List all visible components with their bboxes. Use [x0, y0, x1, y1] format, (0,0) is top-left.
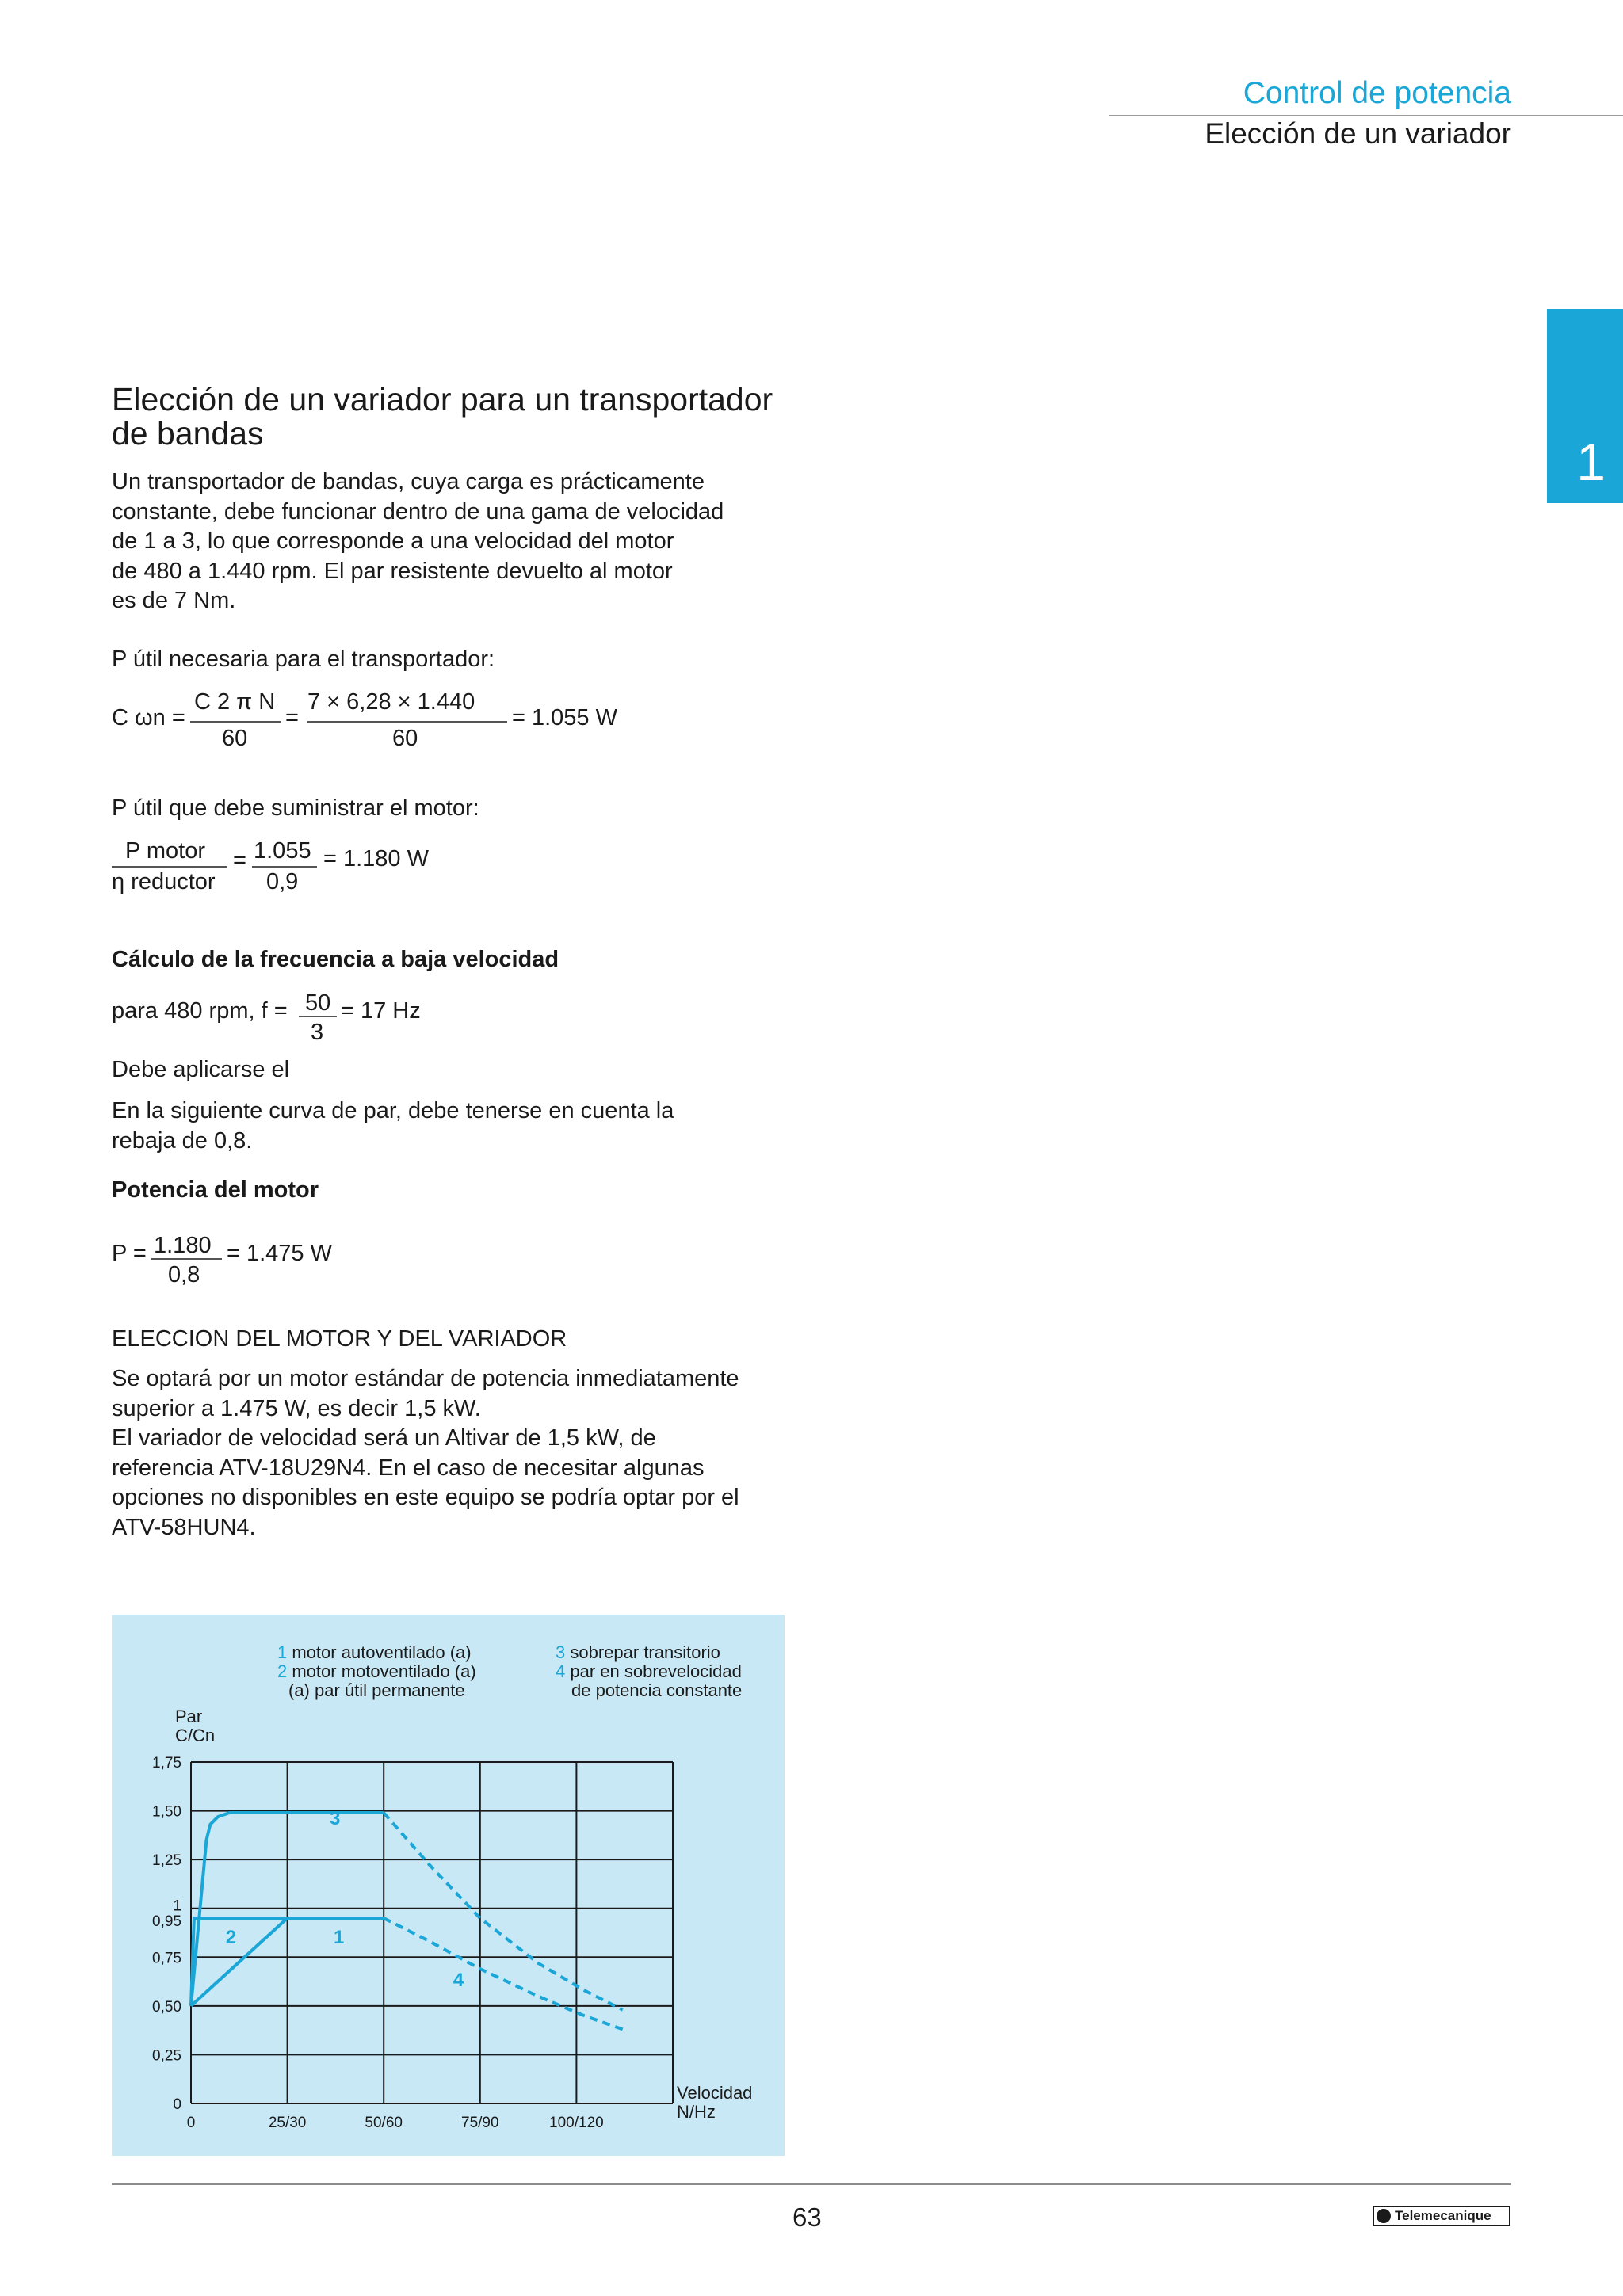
debe-aplicarse: Debe aplicarse el — [112, 1057, 290, 1082]
eq2-frac2-line — [252, 866, 317, 868]
eq1-frac1-line — [190, 721, 281, 723]
eq1-frac2-line — [307, 721, 507, 723]
y-tick-label: 0 — [173, 2096, 181, 2113]
legend-item-text: de potencia constante — [571, 1680, 743, 1700]
eq4-lhs: P = — [112, 1241, 147, 1266]
legend-item-text: motor autoventilado (a) — [292, 1642, 472, 1662]
y-tick-label: 0,50 — [152, 1998, 181, 2016]
eq1-frac2-num: 7 × 6,28 × 1.440 — [307, 689, 475, 715]
legend-item-text: sobrepar transitorio — [570, 1642, 720, 1662]
page-number: 63 — [792, 2203, 822, 2232]
eq4-result: = 1.475 W — [227, 1241, 332, 1266]
logo-mark-icon — [1377, 2209, 1391, 2223]
legend-item-text: motor motoventilado (a) — [292, 1661, 476, 1681]
curve-label-1: 1 — [333, 1927, 345, 1949]
y-tick-label: 0,95 — [152, 1913, 181, 1931]
curva-paragraph: En la siguiente curva de par, debe tenerse en cuenta la rebaja de 0,8. — [112, 1098, 674, 1154]
footer-divider — [112, 2183, 1511, 2185]
curve-label-2: 2 — [225, 1927, 237, 1949]
eq3-num: 50 — [305, 990, 331, 1016]
x-tick-label: 25/30 — [268, 2115, 307, 2131]
eq2-frac2-den: 0,9 — [266, 869, 299, 894]
x-tick-label: 50/60 — [365, 2115, 403, 2131]
chart-plot — [112, 1615, 785, 2156]
y-tick-label: 1,25 — [152, 1852, 181, 1870]
p-util-transportador: P útil necesaria para el transportador: — [112, 646, 495, 672]
eq3-den: 3 — [311, 1020, 324, 1045]
y-tick-label: 0,75 — [152, 1950, 181, 1967]
eq1-frac2-den: 60 — [392, 726, 418, 751]
eq3-line — [299, 1016, 337, 1017]
x-axis-label-line: Velocidad — [677, 2083, 753, 2103]
legend-item-text: (a) par útil permanente — [288, 1680, 465, 1700]
eq1-lhs: C ωn = — [112, 705, 185, 730]
x-tick-label: 75/90 — [461, 2115, 499, 2131]
eq1-frac1-num: C 2 π N — [194, 689, 276, 715]
header-divider — [1109, 115, 1623, 116]
intro-paragraph: Un transportador de bandas, cuya carga es prácticamente constante, debe funcionar dentro de una gama de velocidad de 1 a 3, lo que corresponde a una velocidad del motor de 480 a 1.440 rpm. El par resistente devuelto al motor es de 7 Nm. — [112, 469, 724, 613]
legend-item-text: par en sobrevelocidad — [570, 1661, 742, 1681]
legend-item-number: 1 — [277, 1642, 288, 1662]
y-tick-label: 1,50 — [152, 1803, 181, 1821]
p-util-motor: P útil que debe suministrar el motor: — [112, 795, 479, 821]
x-tick-label: 100/120 — [549, 2115, 604, 2131]
eq2-equals: = — [233, 848, 246, 873]
telemecanique-logo — [1373, 2206, 1510, 2226]
eq1-result: = 1.055 W — [512, 705, 617, 730]
eq3-result: = 17 Hz — [341, 998, 421, 1024]
eq2-frac1-num: P motor — [125, 838, 206, 864]
eq2-result: = 1.180 W — [323, 846, 429, 871]
curve-label-3: 3 — [330, 1807, 341, 1829]
eq4-line — [151, 1258, 222, 1260]
eq2-frac2-num: 1.055 — [254, 838, 311, 864]
eleccion-heading: ELECCION DEL MOTOR Y DEL VARIADOR — [112, 1326, 567, 1352]
series-line-4-dashed — [384, 1918, 623, 2029]
torque-speed-chart — [112, 1615, 785, 2156]
legend-item-number: 3 — [556, 1642, 566, 1662]
eq1-frac1-den: 60 — [222, 726, 248, 751]
potencia-heading: Potencia del motor — [112, 1177, 319, 1203]
y-axis-label-line: Par — [175, 1707, 203, 1726]
x-tick-label: 0 — [186, 2115, 196, 2131]
chapter-tab — [1547, 309, 1623, 503]
x-axis-label-line: N/Hz — [677, 2102, 716, 2122]
y-tick-label: 0,25 — [152, 2047, 181, 2065]
series-line-3-dashed — [384, 1813, 623, 2010]
chapter-number: 1 — [1576, 433, 1606, 491]
eq2-frac1-den: η reductor — [112, 869, 216, 894]
article-title: Elección de un variador para un transportador de bandas — [112, 381, 773, 452]
eq2-frac1-line — [112, 866, 227, 868]
y-axis-label-line: C/Cn — [175, 1726, 216, 1745]
eq4-den: 0,8 — [168, 1262, 200, 1287]
curve-label-4: 4 — [453, 1970, 464, 1992]
y-tick-label: 1 — [173, 1897, 181, 1915]
eq3-lhs: para 480 rpm, f = — [112, 998, 288, 1024]
section-title: Control de potencia — [1243, 76, 1511, 110]
eq1-equals: = — [285, 705, 299, 730]
eleccion-paragraph: Se optará por un motor estándar de potencia inmediatamente superior a 1.475 W, es decir 1,5 kW. El variador de velocidad será un Altivar de 1,5 kW, de referencia ATV-18U29N4. En el caso de necesitar algunas opciones no disponibles en este equipo se podría optar por el ATV-58HUN4. — [112, 1366, 739, 1540]
legend-item-number: 2 — [277, 1661, 288, 1681]
calc-heading: Cálculo de la frecuencia a baja velocidad — [112, 947, 559, 972]
logo-wordmark: Telemecanique — [1395, 2208, 1491, 2223]
legend-item-number: 4 — [556, 1661, 566, 1681]
eq4-num: 1.180 — [154, 1233, 212, 1258]
y-tick-label: 1,75 — [152, 1755, 181, 1772]
page-subtitle: Elección de un variador — [1205, 117, 1511, 150]
